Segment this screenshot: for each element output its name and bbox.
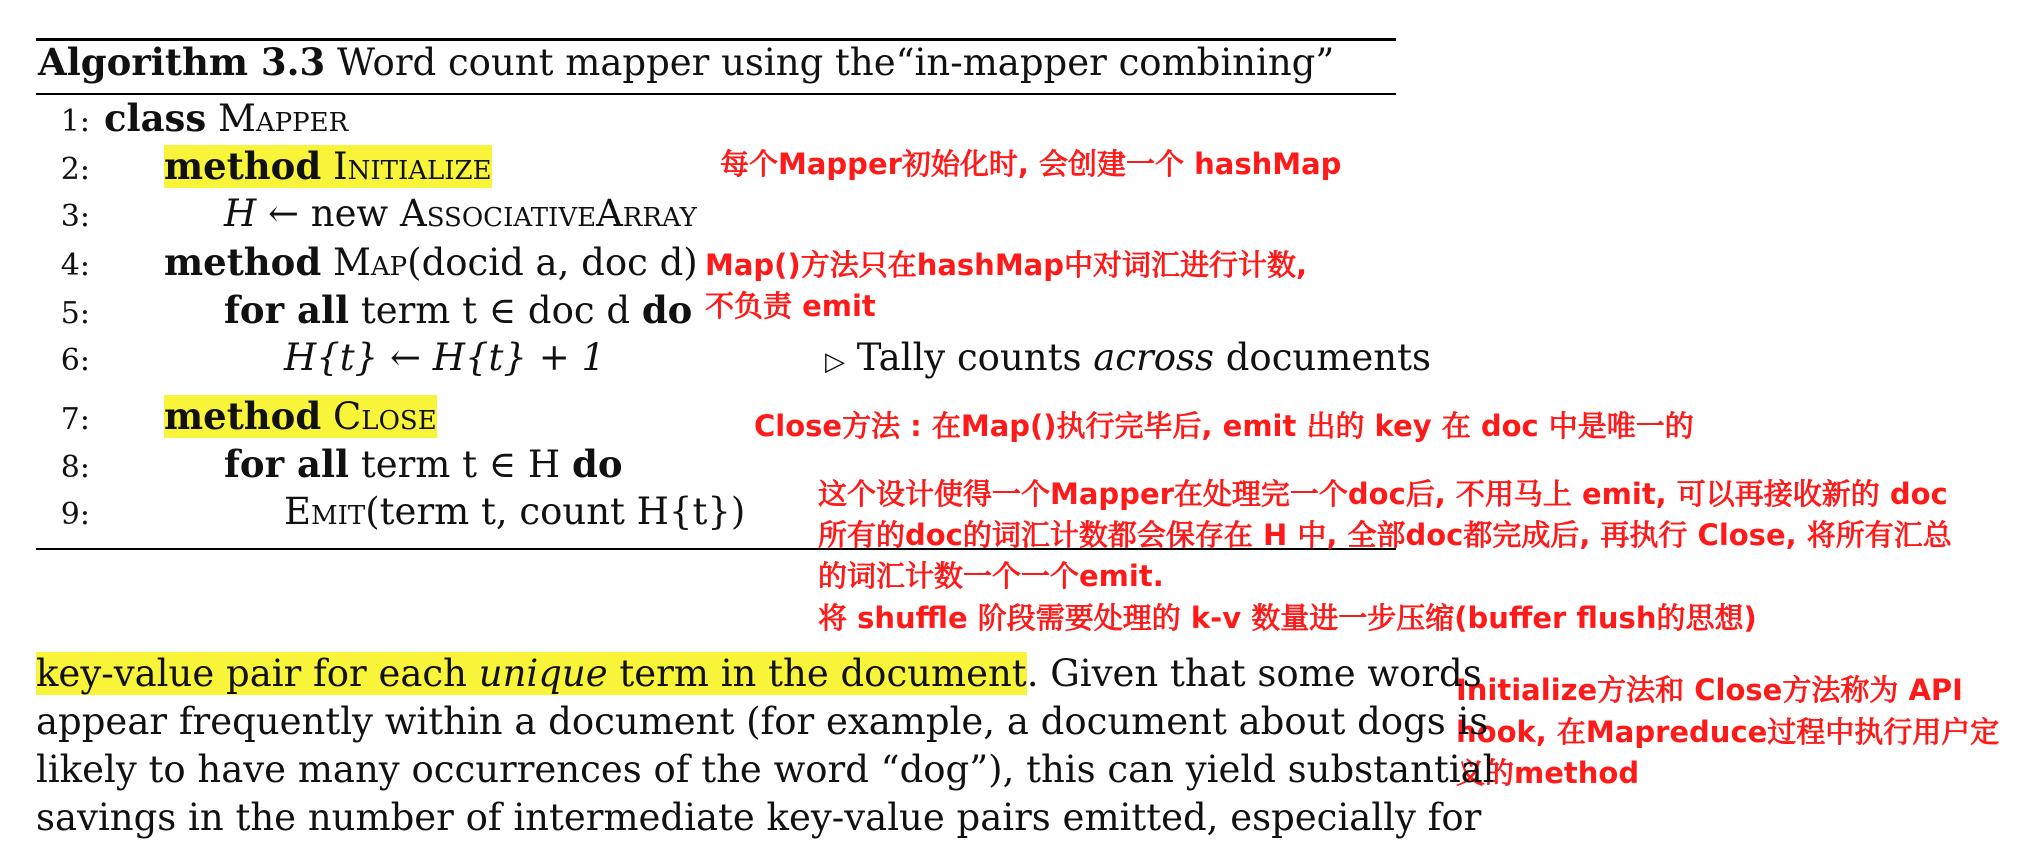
emphasis-unique: unique: [478, 652, 608, 695]
algo-line-9: [38, 489, 745, 535]
algorithm-label: Algorithm 3.3: [38, 40, 326, 84]
highlight-close: [164, 395, 437, 438]
keyword: method: [164, 394, 322, 438]
class-name: Mapper: [218, 97, 349, 140]
statement: H{t} ← H{t} + 1: [284, 336, 606, 379]
keyword-do: do: [571, 442, 623, 486]
line-number: 7:: [60, 402, 90, 437]
keyword: for all: [224, 442, 350, 486]
method-name: Initialize: [333, 145, 492, 188]
highlight-initialize: [164, 145, 492, 188]
line-number: 8:: [60, 450, 90, 485]
algo-line-1: [38, 95, 348, 141]
body-paragraph: [36, 650, 1495, 842]
algo-line-6: [38, 335, 605, 381]
method-args: (docid a, doc d): [407, 241, 698, 284]
annotation-initialize: 每个Mapper初始化时, 会创建一个 hashMap: [720, 147, 1342, 181]
annotation-hook-1: Initialize方法和 Close方法称为 API: [1456, 673, 1963, 707]
annotation-hook-3: 义的method: [1456, 756, 1640, 790]
line-number: 5:: [60, 296, 90, 331]
function-name: Emit: [284, 490, 366, 533]
method-name: Map: [333, 241, 408, 284]
paragraph-text: . Given that some words: [1026, 652, 1482, 695]
algo-line-8: [38, 441, 623, 487]
line-number: 6:: [60, 343, 90, 378]
paragraph-line-1: [36, 650, 1482, 698]
paragraph-line-3: likely to have many occurrences of the word “dog”), this can yield substantial: [36, 748, 1495, 791]
line-number: 2:: [60, 152, 90, 187]
keyword: for all: [224, 288, 350, 332]
algo-line-2: [38, 143, 492, 189]
algo-line-7: [38, 393, 437, 439]
assign-new: ← new: [268, 192, 389, 235]
line-6-comment: [825, 335, 1431, 381]
annotation-design-1: 这个设计使得一个Mapper在处理完一个doc后, 不用马上 emit, 可以再接收新的 doc: [818, 477, 1948, 511]
algo-line-3: [38, 191, 697, 237]
variable-h: H: [224, 192, 257, 235]
annotation-design-2: 所有的doc的词汇计数都会保存在 H 中, 全部doc都完成后, 再执行 Close, 将所有汇总: [818, 518, 1952, 552]
highlight-text-b: term in the document: [619, 652, 1027, 695]
comment-text-c: documents: [1225, 336, 1431, 379]
comment-text-b: across: [1093, 336, 1214, 379]
keyword-do: do: [641, 288, 693, 332]
algorithm-title: [38, 40, 1334, 84]
annotation-design-4: 将 shuffle 阶段需要处理的 k-v 数量进一步压缩(buffer flush的思想): [818, 601, 1757, 635]
algo-line-4: [38, 239, 698, 285]
paragraph-line-2: appear frequently within a document (for example, a document about dogs is: [36, 700, 1489, 743]
loop-expr: term t ∈ H: [360, 443, 561, 486]
comment-text-a: Tally counts: [856, 336, 1082, 379]
keyword: class: [104, 96, 207, 140]
highlight-text-a: key-value pair for each: [36, 652, 467, 695]
comment-marker: ▷: [825, 347, 845, 377]
line-number: 9:: [60, 497, 90, 532]
type-name: AssociativeArray: [399, 192, 697, 235]
line-number: 1:: [60, 104, 90, 139]
algo-line-5: [38, 287, 692, 333]
paragraph-highlight: [36, 652, 1027, 695]
function-args: (term t, count H{t}): [365, 490, 746, 533]
loop-expr: term t ∈ doc d: [360, 289, 631, 332]
algorithm-caption: Word count mapper using the“in-mapper combining”: [337, 41, 1335, 84]
annotation-map-1: Map()方法只在hashMap中对词汇进行计数,: [705, 248, 1308, 282]
annotation-map-2: 不负责 emit: [705, 289, 876, 323]
annotation-design-3: 的词汇计数一个一个emit.: [818, 559, 1164, 593]
annotation-hook-2: hook, 在Mapreduce过程中执行用户定: [1456, 715, 2000, 749]
line-number: 4:: [60, 248, 90, 283]
paragraph-line-4: savings in the number of intermediate key-value pairs emitted, especially for: [36, 796, 1482, 839]
keyword: method: [164, 240, 322, 284]
method-name: Close: [333, 395, 437, 438]
line-number: 3:: [60, 199, 90, 234]
keyword: method: [164, 144, 322, 188]
annotation-close: Close方法 : 在Map()执行完毕后, emit 出的 key 在 doc 中是唯一的: [754, 409, 1694, 443]
